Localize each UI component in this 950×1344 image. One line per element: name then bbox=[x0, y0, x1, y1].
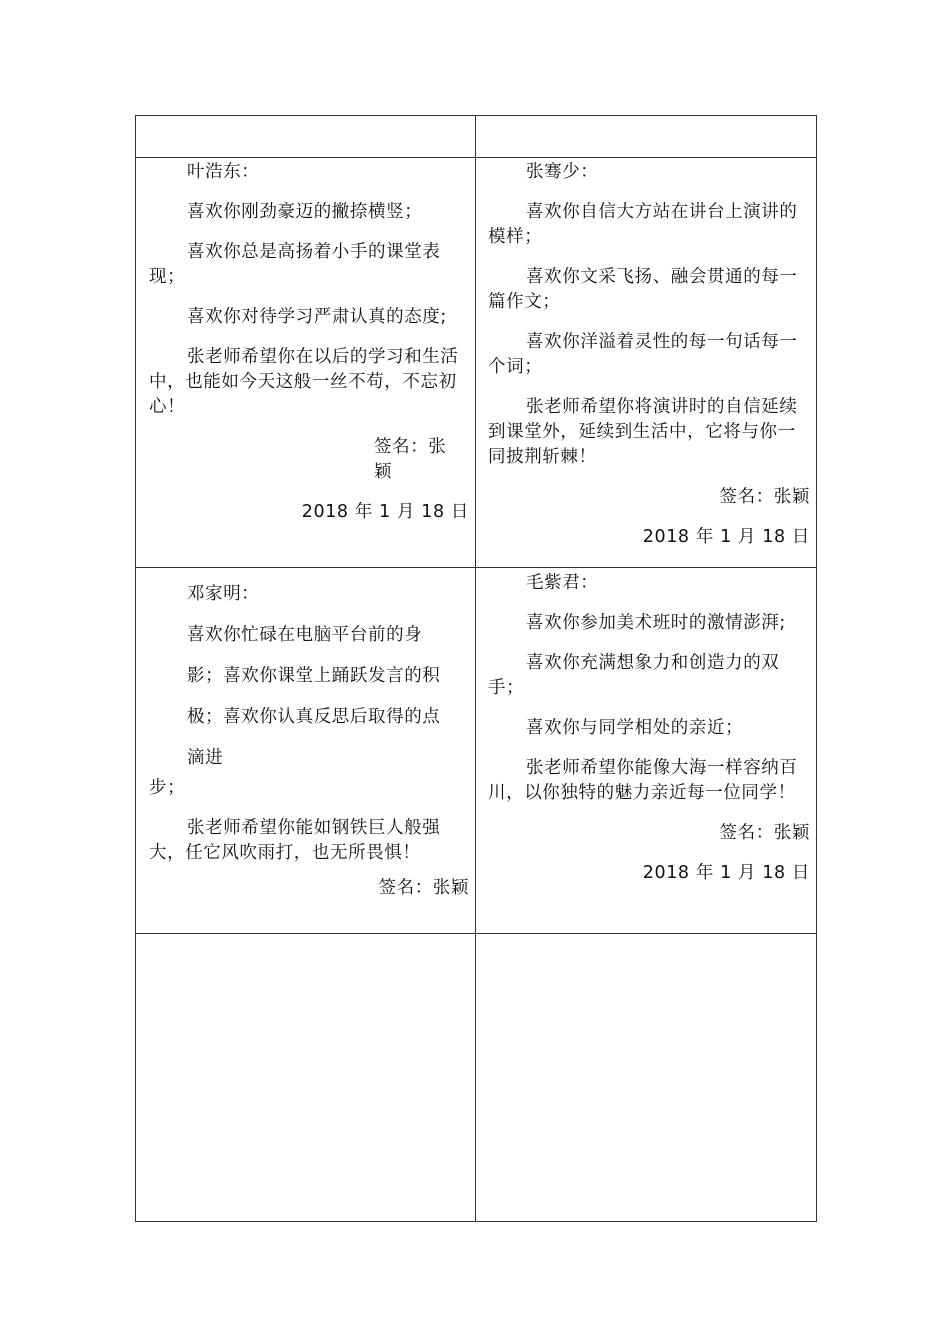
praise-line: 极；喜欢你认真反思后取得的点 bbox=[187, 707, 441, 727]
table-row-divider-2 bbox=[135, 567, 817, 568]
praise-line: 步； bbox=[149, 778, 186, 798]
table-border-right bbox=[816, 115, 817, 1222]
praise-line: 影；喜欢你课堂上踊跃发言的积 bbox=[187, 666, 441, 686]
table-border-left bbox=[135, 115, 136, 1222]
card-zhang-qianshao bbox=[488, 160, 810, 550]
teacher-wish: 张老师希望你能如钢铁巨人般强大，任它风吹雨打，也无所畏惧！ bbox=[149, 818, 441, 863]
recipient-name: 张骞少： bbox=[526, 162, 599, 182]
praise-line: 喜欢你刚劲豪迈的撇捺横竖； bbox=[187, 202, 423, 222]
teacher-wish: 张老师希望你在以后的学习和生活中，也能如今天这般一丝不苟，不忘初心！ bbox=[149, 347, 459, 417]
praise-line: 喜欢你总是高扬着小手的课堂表现； bbox=[149, 242, 441, 287]
table-border-bottom bbox=[135, 1221, 817, 1222]
table-column-divider bbox=[475, 115, 476, 1222]
signature: 签名：张颖 bbox=[719, 823, 810, 843]
card-ye-haodong bbox=[149, 160, 469, 525]
praise-line: 喜欢你对待学习严肃认真的态度; bbox=[187, 307, 447, 327]
date: 2018 年 1 月 18 日 bbox=[642, 527, 810, 547]
date: 2018 年 1 月 18 日 bbox=[642, 863, 810, 883]
teacher-wish: 张老师希望你将演讲时的自信延续到课堂外，延续到生活中，它将与你一同披荆斩棘！ bbox=[488, 397, 798, 467]
praise-line: 喜欢你充满想象力和创造力的双手； bbox=[488, 653, 780, 698]
card-mao-zijun bbox=[488, 571, 810, 886]
praise-line: 喜欢你与同学相处的亲近； bbox=[526, 718, 744, 738]
signature: 签名：张颖 bbox=[374, 437, 447, 482]
recipient-name: 叶浩东： bbox=[187, 162, 260, 182]
recipient-name: 毛紫君： bbox=[526, 573, 599, 593]
signature: 签名：张颖 bbox=[378, 878, 469, 898]
praise-line: 喜欢你参加美术班时的激情澎湃; bbox=[526, 613, 786, 633]
card-table bbox=[135, 115, 817, 1222]
praise-line: 喜欢你文采飞扬、融会贯通的每一篇作文； bbox=[488, 267, 798, 312]
praise-line: 滴进 bbox=[187, 748, 224, 768]
table-border-top bbox=[135, 115, 817, 116]
table-row-divider-1 bbox=[135, 157, 817, 158]
praise-line: 喜欢你洋溢着灵性的每一句话每一个词； bbox=[488, 332, 798, 377]
teacher-wish: 张老师希望你能像大海一样容纳百川，以你独特的魅力亲近每一位同学！ bbox=[488, 758, 798, 803]
signature: 签名：张颖 bbox=[719, 487, 810, 507]
recipient-name: 邓家明： bbox=[187, 584, 260, 604]
card-deng-jiaming bbox=[149, 582, 469, 901]
praise-line: 喜欢你自信大方站在讲台上演讲的模样； bbox=[488, 202, 798, 247]
table-row-divider-3 bbox=[135, 933, 817, 934]
praise-line: 喜欢你忙碌在电脑平台前的身 bbox=[187, 625, 423, 645]
date: 2018 年 1 月 18 日 bbox=[301, 502, 469, 522]
